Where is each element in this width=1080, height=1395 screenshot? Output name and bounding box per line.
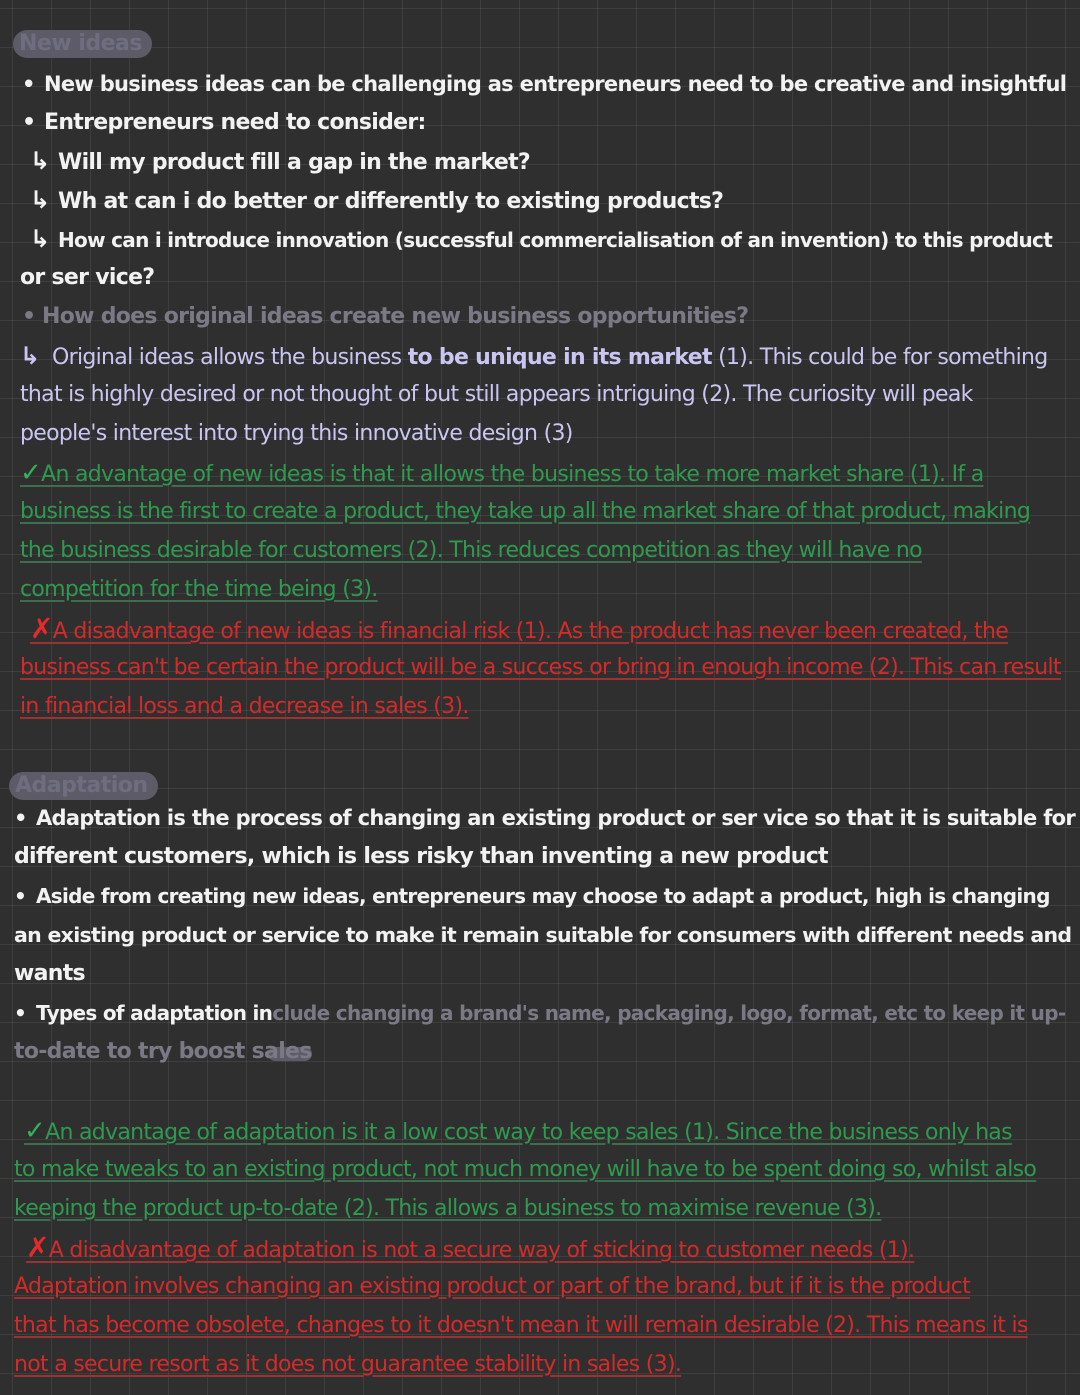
bullet-line: • Adaptation is the process of changing an existing product or ser vice so that it is suitable for (14, 802, 1075, 834)
advantage-line: ✓An advantage of new ideas is that it allows the business to take more market share (1). If a (20, 458, 984, 488)
tick-icon: ✓ (20, 458, 42, 488)
consideration-line-cont: or ser vice? (20, 265, 155, 290)
bullet-mark: • (22, 304, 36, 329)
arrow-icon: ↳ (20, 342, 40, 370)
advantage-line: the business desirable for customers (2). This reduces competition as they will have no (20, 538, 922, 563)
advantage-line: competition for the time being (3). (20, 577, 378, 602)
bullet-mark: • (22, 110, 36, 135)
bullet-line: • New business ideas can be challenging as entrepreneurs need to be creative and insightful (22, 68, 1066, 100)
consideration-line: ↳ Wh at can i do better or differently to existing products? (30, 186, 724, 214)
disadvantage-line: not a secure resort as it does not guarantee stability in sales (3). (14, 1352, 682, 1377)
exam-question: • How does original ideas create new business opportunities? (22, 301, 748, 333)
disadvantage-line: Adaptation involves changing an existing product or part of the brand, but if it is the product (14, 1274, 971, 1299)
answer-line: that is highly desired or not thought of but still appears intriguing (2). The curiosity will peak (20, 382, 973, 407)
bullet-line-cont: to-date to try boost sales (14, 1039, 312, 1064)
bullet-line-cont: wants (14, 961, 85, 986)
bullet-line: • Entrepreneurs need to consider: (22, 107, 426, 139)
answer-line: people's interest into trying this innovative design (3) (20, 421, 573, 446)
bullet-line-cont: different customers, which is less risky than inventing a new product (14, 844, 828, 869)
arrow-icon: ↳ (30, 186, 50, 214)
advantage-line: keeping the product up-to-date (2). This allows a business to maximise revenue (3). (14, 1196, 882, 1221)
section-heading-adaptation: Adaptation (9, 772, 158, 800)
bullet-mark: • (14, 1001, 27, 1025)
consideration-line: ↳ Will my product fill a gap in the market? (30, 147, 530, 175)
advantage-line: ✓An advantage of adaptation is it a low cost way to keep sales (1). Since the business only has (24, 1116, 1012, 1146)
cross-icon: ✗ (26, 1231, 49, 1264)
disadvantage-line: ✗A disadvantage of new ideas is financial risk (1). As the product has never been created, the (30, 612, 1009, 645)
bullet-mark: • (14, 806, 27, 830)
bullet-mark: • (22, 72, 35, 96)
bullet-line: • Types of adaptation include changing a brand's name, packaging, logo, format, etc to keep it up- (14, 997, 1065, 1029)
disadvantage-line: ✗A disadvantage of adaptation is not a secure way of sticking to customer needs (1). (26, 1231, 915, 1264)
cross-icon: ✗ (30, 612, 53, 645)
bullet-line: • Aside from creating new ideas, entrepreneurs may choose to adapt a product, high is changing (14, 880, 1050, 912)
advantage-line: to make tweaks to an existing product, not much money will have to be spent doing so, whilst also (14, 1157, 1037, 1182)
advantage-line: business is the first to create a product, they take up all the market share of that product, making (20, 499, 1031, 524)
disadvantage-line: business can't be certain the product will be a success or bring in enough income (2). This can result (20, 655, 1061, 680)
disadvantage-line: that has become obsolete, changes to it doesn't mean it will remain desirable (2). This means it is (14, 1313, 1028, 1338)
bullet-line-cont: an existing product or service to make it remain suitable for consumers with different needs and (14, 923, 1072, 947)
section-heading-new-ideas: New ideas (13, 30, 152, 58)
arrow-icon: ↳ (30, 147, 50, 175)
consideration-line: ↳ How can i introduce innovation (successful commercialisation of an invention) to this product (30, 225, 1053, 253)
answer-line: ↳ Original ideas allows the business to be unique in its market (1). This could be for something (20, 342, 1048, 370)
disadvantage-line: in financial loss and a decrease in sales (3). (20, 694, 469, 719)
bullet-mark: • (14, 884, 27, 908)
tick-icon: ✓ (24, 1116, 46, 1146)
arrow-icon: ↳ (30, 225, 50, 253)
